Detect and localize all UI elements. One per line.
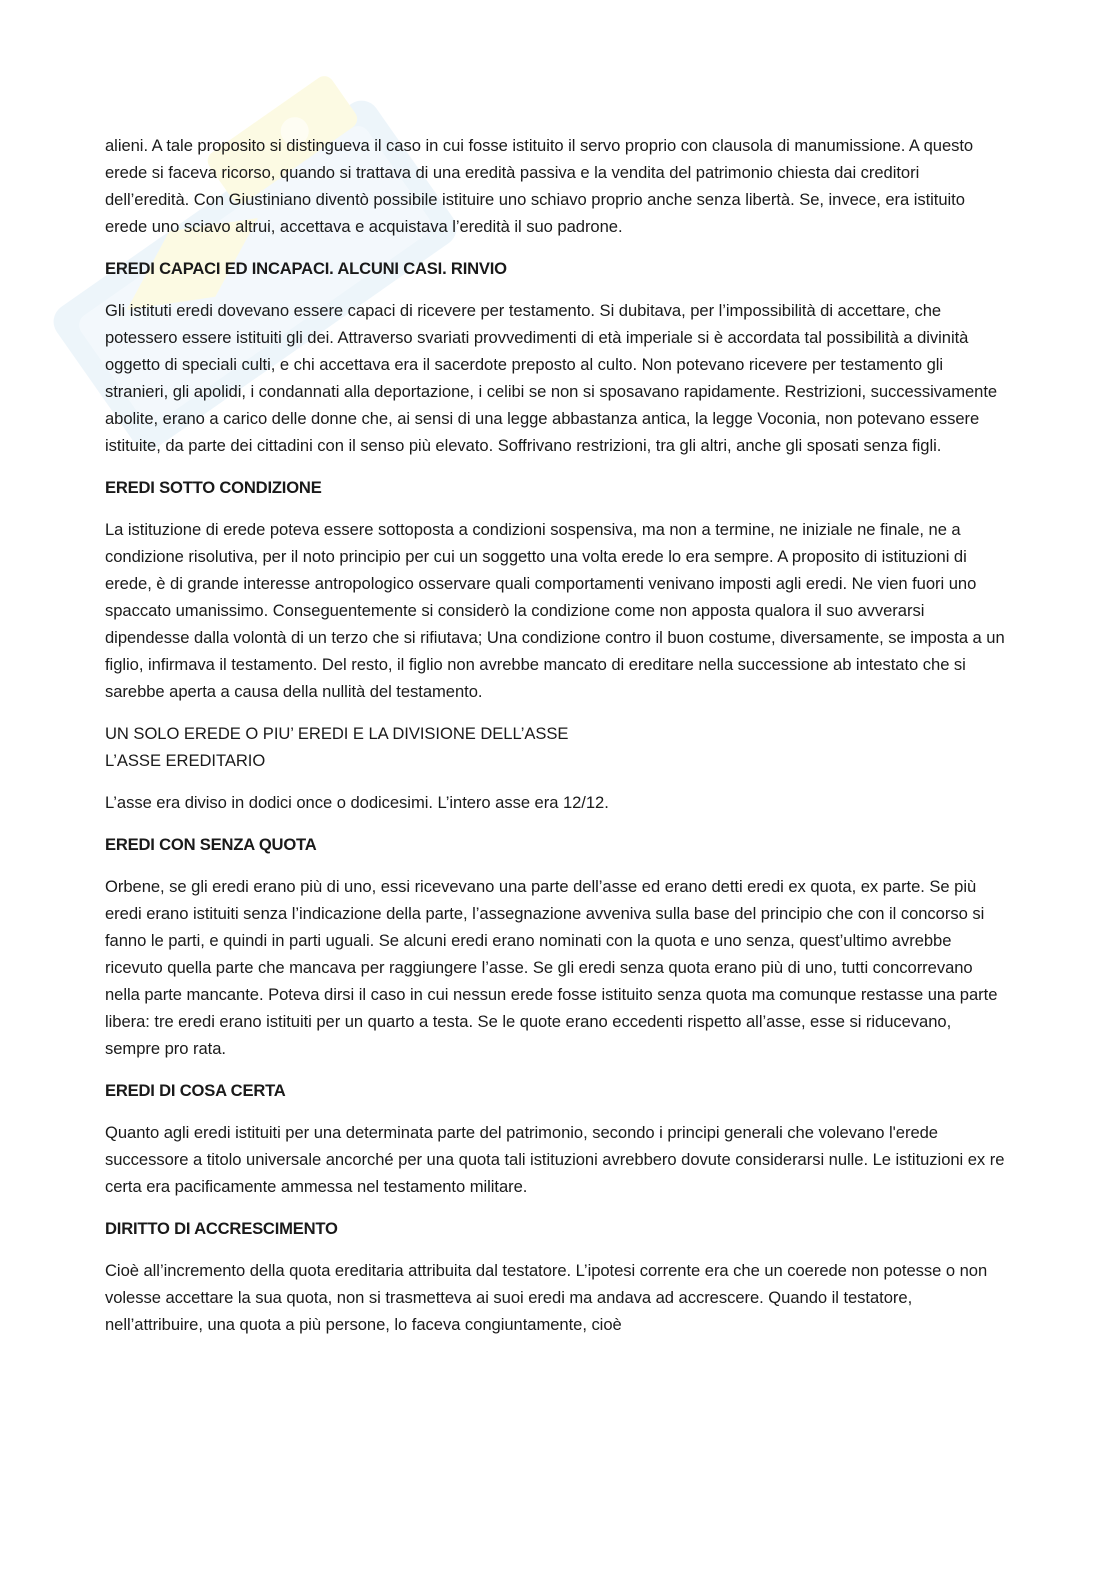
section-paragraph-condizione: La istituzione di erede poteva essere sottoposta a condizioni sospensiva, ma non a termine, ne iniziale ne finale, ne a condizione risolutiva, per il noto principio per cui un soggetto una volta erede lo era sempre. A proposito di istituzioni di erede, è di grande interesse antropologico osservare quali comportamenti venivano imposti agli eredi. Ne vien fuori uno spaccato umanissimo. Conseguentemente si considerò la condizione come non apposta qualora il suo avverarsi dipendesse dalla volontà di un terzo che si rifiutava; Una condizione contro il buon costume, diversamente, se imposta a un figlio, infirmava il testamento. Del resto, il figlio non avrebbe mancato di ereditare nella successione ab intestato che si sarebbe aperta a causa della nullità del testamento. (105, 520, 1005, 701)
section-paragraph-cosa-certa: Quanto agli eredi istituiti per una determinata parte del patrimonio, secondo i principi generali che volevano l'erede successore a titolo universale ancorché per una quota tali istituzioni avrebbero dovute considerarsi nulle. Le istituzioni ex re certa era pacificamente ammessa nel testamento militare. (105, 1123, 1005, 1196)
section-heading-quota: EREDI CON SENZA QUOTA (105, 835, 317, 854)
section-heading-capaci: EREDI CAPACI ED INCAPACI. ALCUNI CASI. RINVIO (105, 259, 507, 278)
section-paragraph-capaci: Gli istituti eredi dovevano essere capaci di ricevere per testamento. Si dubitava, per l’impossibilità di accettare, che potessero essere istituiti gli dei. Attraverso svariati provvedimenti di età imperiale si è accordata tal possibilità a divinità oggetto di speciali culti, e chi accettava era il sacerdote preposto al culto. Non potevano ricevere per testamento gli stranieri, gli apolidi, i condannati alla deportazione, i celibi se non si sposavano rapidamente. Restrizioni, successivamente abolite, erano a carico delle donne che, ai sensi di una legge abbastanza antica, la legge Voconia, non potevano essere istituite, da parte dei cittadini con il senso più elevato. Soffrivano restrizioni, tra gli altri, anche gli sposati senza figli. (105, 301, 998, 455)
section-paragraph-accrescimento: Cioè all’incremento della quota ereditaria attribuita dal testatore. L’ipotesi corrente era che un coerede non potesse o non volesse accettare la sua quota, non si trasmetteva ai suoi eredi ma andava ad accrescere. Quando il testatore, nell’attribuire, una quota a più persone, lo faceva congiuntamente, cioè (105, 1261, 988, 1334)
section-heading-asse-line2: L’ASSE EREDITARIO (105, 751, 266, 770)
section-heading-asse (105, 720, 1005, 774)
intro-paragraph: alieni. A tale proposito si distingueva il caso in cui fosse istituito il servo proprio con clausola di manumissione. A questo erede si faceva ricorso, quando si trattava di una eredità passiva e la vendita del patrimonio chiesta dai creditori dell’eredità. Con Giustiniano diventò possibile istituire uno schiavo proprio anche senza libertà. Se, invece, era istituito erede uno sciavo altrui, accettava e acquistava l’eredità il suo padrone. (105, 136, 974, 236)
section-heading-accrescimento: DIRITTO DI ACCRESCIMENTO (105, 1219, 338, 1238)
section-heading-asse-line1: UN SOLO EREDE O PIU’ EREDI E LA DIVISIONE DELL’ASSE (105, 724, 569, 743)
section-paragraph-asse: L’asse era diviso in dodici once o dodicesimi. L’intero asse era 12/12. (105, 793, 609, 812)
document-body (105, 132, 1005, 1353)
section-heading-cosa-certa: EREDI DI COSA CERTA (105, 1081, 286, 1100)
section-heading-condizione: EREDI SOTTO CONDIZIONE (105, 478, 322, 497)
section-paragraph-quota: Orbene, se gli eredi erano più di uno, essi ricevevano una parte dell’asse ed erano detti eredi ex quota, ex parte. Se più eredi erano istituiti senza l’indicazione della parte, l’assegnazione avveniva sulla base del principio che con il concorso si fanno le parti, e quindi in parti uguali. Se alcuni eredi erano nominati con la quota e uno senza, quest’ultimo avrebbe ricevuto quella parte che mancava per raggiungere l’asse. Se gli eredi senza quota erano più di uno, tutti concorrevano nella parte mancante. Poteva dirsi il caso in cui nessun erede fosse istituito senza quota ma comunque restasse una parte libera: tre eredi erano istituiti per un quarto a testa. Se le quote erano eccedenti rispetto all’asse, esse si riducevano, sempre pro rata. (105, 877, 998, 1058)
